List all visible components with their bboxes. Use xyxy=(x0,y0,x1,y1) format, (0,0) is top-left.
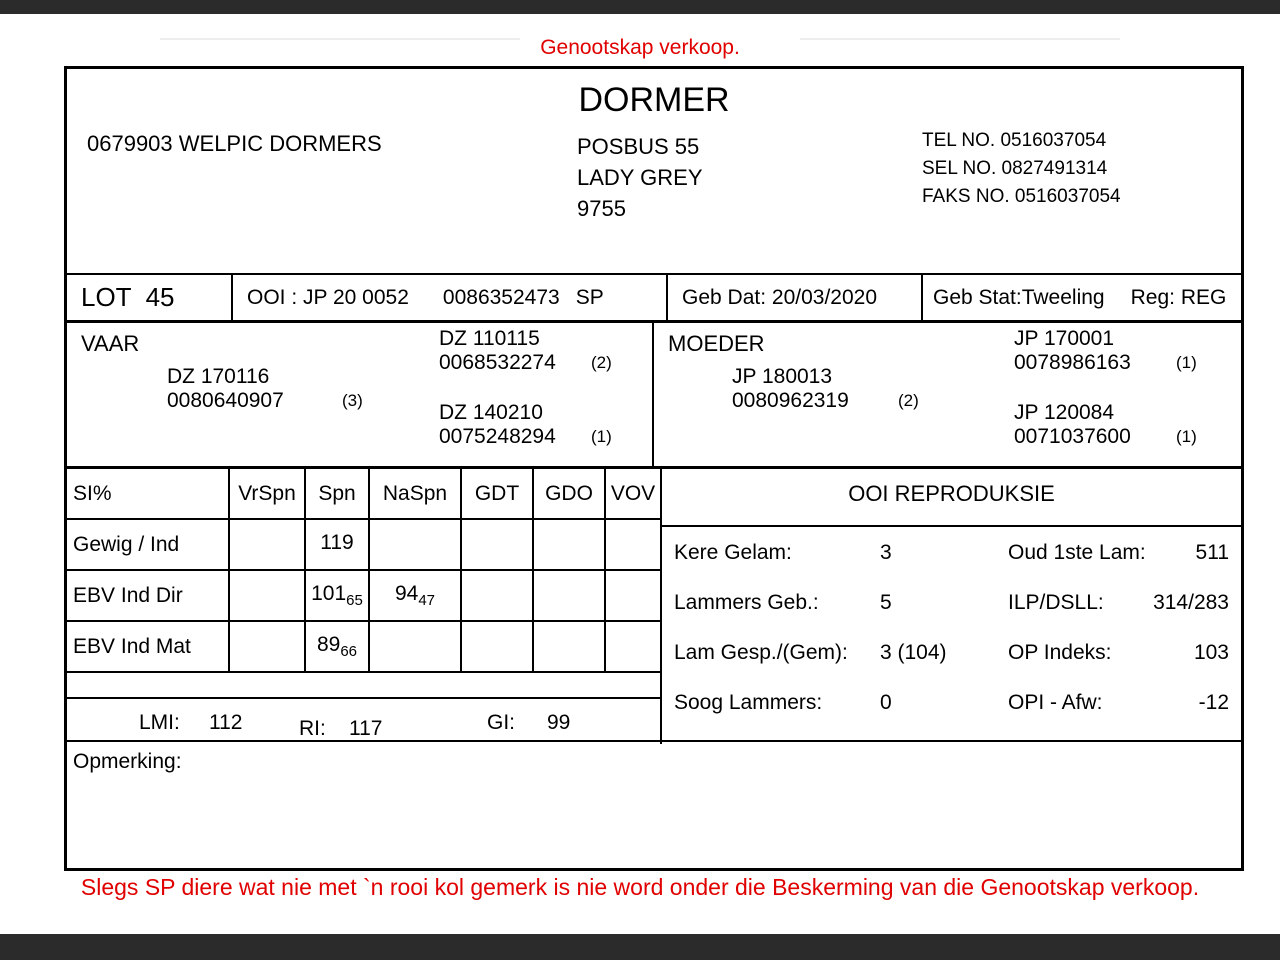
ilp-dsll-value: 314/283 xyxy=(1153,591,1229,614)
birth-date-label: Geb Dat: xyxy=(682,285,767,309)
gi-value: 99 xyxy=(547,711,571,734)
breeder-name: 0679903 WELPIC DORMERS xyxy=(87,131,382,156)
sire-sire-tag: DZ 110115 xyxy=(439,327,540,350)
ebvmat-naspn xyxy=(369,621,461,672)
dam-entry xyxy=(732,365,919,413)
table-header-row xyxy=(67,469,660,519)
kere-gelam-value: 3 xyxy=(880,541,892,564)
lammers-geb-label: Lammers Geb.: xyxy=(674,591,819,614)
ebvmat-vrspn xyxy=(229,621,305,672)
op-indeks-label: OP Indeks: xyxy=(1008,641,1112,664)
sire-sire-id: 0068532274 xyxy=(439,351,556,374)
col-vrspn: VrSpn xyxy=(229,469,305,519)
ebvdir-gdt xyxy=(461,570,533,621)
ebvdir-naspn xyxy=(369,570,461,621)
sire-dam-entry xyxy=(439,401,612,449)
address-line-3: 9755 xyxy=(577,196,626,221)
repro-row xyxy=(662,641,1241,690)
col-naspn: NaSpn xyxy=(369,469,461,519)
lam-gesp-value: 3 (104) xyxy=(880,641,947,664)
dam-label: MOEDER xyxy=(668,331,765,356)
sire-dam-id: 0075248294 xyxy=(439,425,556,448)
ebvmat-spn xyxy=(305,621,369,672)
repro-panel xyxy=(662,469,1241,744)
dam-id: 0080962319 xyxy=(732,389,849,412)
gi-label: GI: xyxy=(487,711,516,734)
top-band xyxy=(0,0,1280,14)
sire-dam-tag: DZ 140210 xyxy=(439,401,543,424)
sire-sire-generation: (2) xyxy=(591,353,612,372)
contact-cell: SEL NO. 0827491314 xyxy=(922,158,1108,179)
kere-gelam-label: Kere Gelam: xyxy=(674,541,792,564)
stats-section xyxy=(67,469,1241,744)
card-header xyxy=(67,69,1241,275)
weight-gdt xyxy=(461,519,533,570)
dam-sire-entry xyxy=(1014,327,1197,375)
dam-generation: (2) xyxy=(898,391,919,410)
weight-naspn xyxy=(369,519,461,570)
lot-row xyxy=(67,275,1241,323)
registration-label: Reg: xyxy=(1130,285,1175,309)
row-label-weight: Gewig / Ind xyxy=(67,519,229,570)
row-label-ebv-mat: EBV Ind Mat xyxy=(67,621,229,672)
remark-section xyxy=(67,740,1241,868)
lot-label: LOT xyxy=(81,282,132,312)
breeder-contact xyxy=(922,127,1121,211)
pedigree-section xyxy=(67,323,1241,469)
ebvmat-vov xyxy=(605,621,660,672)
address-line-1: POSBUS 55 xyxy=(577,134,700,159)
col-vov: VOV xyxy=(605,469,660,519)
soog-lammers-value: 0 xyxy=(880,691,892,714)
sire-label: VAAR xyxy=(81,331,140,356)
sire-side xyxy=(67,323,654,466)
ebvdir-naspn-sub: 47 xyxy=(418,592,436,610)
dam-dam-tag: JP 120084 xyxy=(1014,401,1115,424)
dam-dam-id: 0071037600 xyxy=(1014,425,1131,448)
address-line-2: LADY GREY xyxy=(577,165,703,190)
top-note: Genootskap verkoop. xyxy=(540,36,740,59)
ebvmat-spn-value: 89 xyxy=(316,632,341,656)
birth-status-cell xyxy=(923,275,1241,320)
sire-generation: (3) xyxy=(342,391,363,410)
repro-row xyxy=(662,591,1241,640)
lmi-label: LMI: xyxy=(139,711,180,734)
ooi-label: OOI : xyxy=(247,285,298,309)
contact-fax: FAKS NO. 0516037054 xyxy=(922,186,1121,207)
sire-id: 0080640907 xyxy=(167,389,284,412)
repro-row xyxy=(662,691,1241,740)
col-gdt: GDT xyxy=(461,469,533,519)
soog-lammers-label: Soog Lammers: xyxy=(674,691,823,714)
ebvdir-naspn-value: 94 xyxy=(394,581,419,605)
col-si: SI% xyxy=(67,469,229,519)
birth-status-label: Geb Stat: xyxy=(933,285,1022,309)
measurements-table xyxy=(67,469,660,673)
oud-1ste-lam-label: Oud 1ste Lam: xyxy=(1008,541,1146,564)
ilp-dsll-label: ILP/DSLL: xyxy=(1008,591,1104,614)
col-spn: Spn xyxy=(305,469,369,519)
lam-gesp-label: Lam Gesp./(Gem): xyxy=(674,641,848,664)
repro-title: OOI REPRODUKSIE xyxy=(848,481,1055,506)
table-row xyxy=(67,519,660,570)
lmi-value: 112 xyxy=(209,711,243,734)
weight-spn-value: 119 xyxy=(320,530,354,554)
contact-tel: TEL NO. 0516037054 xyxy=(922,130,1107,151)
birth-status-value: Tweeling xyxy=(1021,285,1105,309)
dam-dam-entry xyxy=(1014,401,1197,449)
weight-vov xyxy=(605,519,660,570)
ooi-tag: JP 20 0052 xyxy=(303,285,409,309)
animal-card xyxy=(64,66,1244,871)
breeder-address xyxy=(577,131,703,224)
ebvdir-spn-sub: 65 xyxy=(346,592,363,610)
ooi-id: 0086352473 xyxy=(442,285,560,309)
opi-afw-label: OPI - Afw: xyxy=(1008,691,1103,714)
ebvmat-gdo xyxy=(533,621,605,672)
ri-value: 117 xyxy=(349,717,383,740)
lammers-geb-value: 5 xyxy=(880,591,892,614)
birth-date-value: 20/03/2020 xyxy=(771,285,877,309)
ri-label: RI: xyxy=(299,717,326,740)
dam-side xyxy=(654,323,1241,466)
bottom-band xyxy=(0,934,1280,960)
dam-dam-generation: (1) xyxy=(1176,427,1197,446)
measurements-panel xyxy=(67,469,662,744)
weight-gdo xyxy=(533,519,605,570)
lot-cell xyxy=(67,275,233,320)
sire-entry xyxy=(167,365,363,413)
sire-sire-entry xyxy=(439,327,612,375)
repro-separator xyxy=(662,525,1241,527)
weight-vrspn xyxy=(229,519,305,570)
remark-label: Opmerking: xyxy=(73,750,182,773)
sire-dam-generation: (1) xyxy=(591,427,612,446)
ebvmat-spn-sub: 66 xyxy=(340,643,358,661)
registration-value: REG xyxy=(1180,285,1227,309)
sire-tag: DZ 170116 xyxy=(167,365,270,388)
table-row xyxy=(67,621,660,672)
ebvdir-vov xyxy=(605,570,660,621)
table-row xyxy=(67,570,660,621)
index-row xyxy=(67,697,660,744)
repro-row xyxy=(662,541,1241,590)
dam-sire-tag: JP 170001 xyxy=(1014,327,1115,350)
ebvdir-gdo xyxy=(533,570,605,621)
ooi-status: SP xyxy=(575,285,604,309)
ebvdir-spn xyxy=(305,570,369,621)
col-gdo: GDO xyxy=(533,469,605,519)
birth-date-cell xyxy=(668,275,923,320)
bottom-note: Slegs SP diere wat nie met `n rooi kol gemerk is nie word onder die Beskerming van die Genootskap verkoop. xyxy=(80,874,1200,900)
row-label-ebv-dir: EBV Ind Dir xyxy=(67,570,229,621)
ebvdir-spn-value: 101 xyxy=(311,581,347,605)
opi-afw-value: -12 xyxy=(1198,691,1229,714)
dam-sire-generation: (1) xyxy=(1176,353,1197,372)
dam-tag: JP 180013 xyxy=(732,365,833,388)
ebvdir-vrspn xyxy=(229,570,305,621)
ebvmat-gdt xyxy=(461,621,533,672)
ewe-identity-cell xyxy=(233,275,668,320)
weight-spn xyxy=(305,519,369,570)
dam-sire-id: 0078986163 xyxy=(1014,351,1131,374)
lot-number: 45 xyxy=(145,282,175,312)
breed-title: DORMER xyxy=(578,81,730,119)
oud-1ste-lam-value: 511 xyxy=(1195,541,1229,564)
op-indeks-value: 103 xyxy=(1193,641,1229,664)
